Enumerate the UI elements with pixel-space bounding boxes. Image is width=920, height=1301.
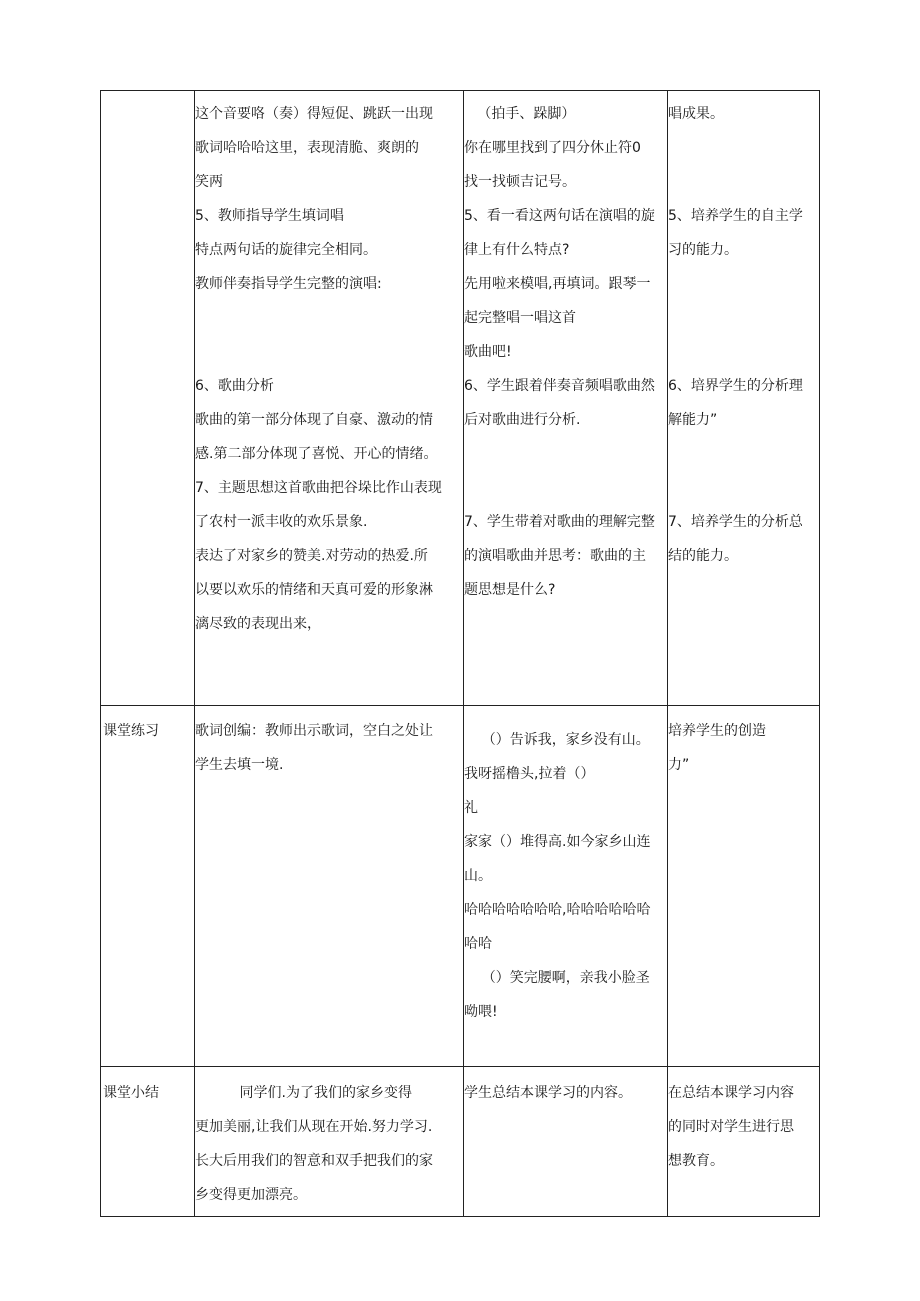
text-line: 这个音要咯（奏）得短促、跳跃一出现 [195,106,433,122]
text-line: 的演唱歌曲并思考：歌曲的主 [464,548,646,564]
text-line: 题思想是什么? [464,582,556,598]
text-line [668,301,820,335]
design-intent-cell [668,714,820,782]
text-line: 哈哈哈哈哈哈哈,哈哈哈哈哈哈 [464,902,651,918]
text-line: 教师伴奏指导学生完整的演唱: [195,276,382,292]
text-line: 笑两 [195,174,223,190]
design-intent-cell [668,97,820,573]
row-label-classroom-summary [103,1076,193,1110]
text-line: 6、培界学生的分析理 [668,378,803,394]
teacher-activity-cell [195,97,461,641]
text-line: 5、看一看这两句话在演唱的旋 [464,208,655,224]
student-activity-cell [464,97,666,607]
text-line: 6、学生跟着伴奏音频唱歌曲然 [464,378,655,394]
text-line: 更加美丽,让我们从现在开始.努力学习. [195,1119,433,1135]
text-line [668,471,820,505]
text-line: 的同时对学生进行思 [668,1119,794,1135]
text-line [668,165,820,199]
text-line [668,437,820,471]
text-line: 呦喂! [464,1004,498,1020]
text-line: 5、教师指导学生填词唱 [195,208,344,224]
text-line [464,471,666,505]
text-line: 山。 [464,868,492,884]
text-line: 歌词哈哈哈这里，表现清脆、爽朗的 [195,140,419,156]
student-activity-cell [464,1076,666,1110]
text-line: 同学们.为了我们的家乡变得 [195,1085,412,1101]
row-divider [101,705,819,706]
row-label-classroom-practice [103,714,193,748]
row-label: 课堂练习 [103,723,159,739]
text-line: 长大后用我们的智意和双手把我们的家 [195,1153,433,1169]
teacher-activity-cell [195,1076,461,1212]
text-line: 5、培养学生的自主学 [668,208,803,224]
text-line: 7、培养学生的分析总 [668,514,803,530]
text-line: 歌曲的第一部分体现了自豪、激动的情 [195,412,433,428]
text-line: 漓尽致的表现出来， [195,616,321,632]
text-line [668,131,820,165]
text-line: 以要以欢乐的情绪和天真可爱的形象淋 [195,582,433,598]
text-line: 感.第二部分体现了喜悦、开心的情绪。 [195,446,438,462]
text-line: 习的能力。 [668,242,738,258]
text-line: 7、学生带着对歌曲的理解完整 [464,514,655,530]
text-line: 乡变得更加漂亮。 [195,1187,307,1203]
text-line: 后对歌曲进行分析. [464,412,581,428]
row-divider [101,1066,819,1067]
text-line: 表达了对家乡的赞美.对劳动的热爱.所 [195,548,428,564]
lesson-plan-table [100,90,820,1217]
text-line: 力” [668,757,690,773]
text-line: 找一找顿吉记号。 [464,174,576,190]
text-line [195,335,461,369]
text-line: 先用啦来模唱,再填词。跟琴一 [464,276,651,292]
text-line: 了农村一派丰收的欢乐景象. [195,514,368,530]
text-line: 学生去填一境. [195,757,284,773]
text-line: 结的能力。 [668,548,738,564]
student-activity-cell [464,723,666,1029]
text-line: 我呀摇橹头,拉着（） [464,766,595,782]
text-line: 你在哪里找到了四分休止符0 [464,140,641,156]
text-line: （）笑完腰啊，亲我小脸圣 [464,970,650,986]
text-line: 解能力” [668,412,718,428]
text-line: 哈哈 [464,936,492,952]
design-intent-cell [668,1076,820,1178]
text-line [668,335,820,369]
text-line: 律上有什么特点? [464,242,570,258]
text-line: 家家（）堆得高.如今家乡山连 [464,834,651,850]
text-line: 唱成果。 [668,106,724,122]
text-line: 在总结本课学习内容 [668,1085,794,1101]
text-line: 学生总结本课学习的内容。 [464,1085,632,1101]
text-line [195,301,461,335]
row-label: 课堂小结 [103,1085,159,1101]
text-line: 7、主题思想这首歌曲把谷垛比作山表现 [195,480,442,496]
text-line: 礼 [464,800,478,816]
text-line: 培养学生的创造 [668,723,766,739]
text-line: 特点两句话的旋律完全相同。 [195,242,377,258]
text-line: 歌词创编：教师出示歌词，空白之处让 [195,723,433,739]
text-line: 歌曲吧! [464,344,512,360]
text-line [464,437,666,471]
text-line: 想教育。 [668,1153,724,1169]
text-line [668,267,820,301]
text-line: 6、歌曲分析 [195,378,274,394]
text-line: （拍手、跺脚） [464,106,576,122]
text-line: 起完整唱一唱这首 [464,310,576,326]
teacher-activity-cell [195,714,461,782]
text-line: （）告诉我，家乡没有山。 [464,732,650,748]
